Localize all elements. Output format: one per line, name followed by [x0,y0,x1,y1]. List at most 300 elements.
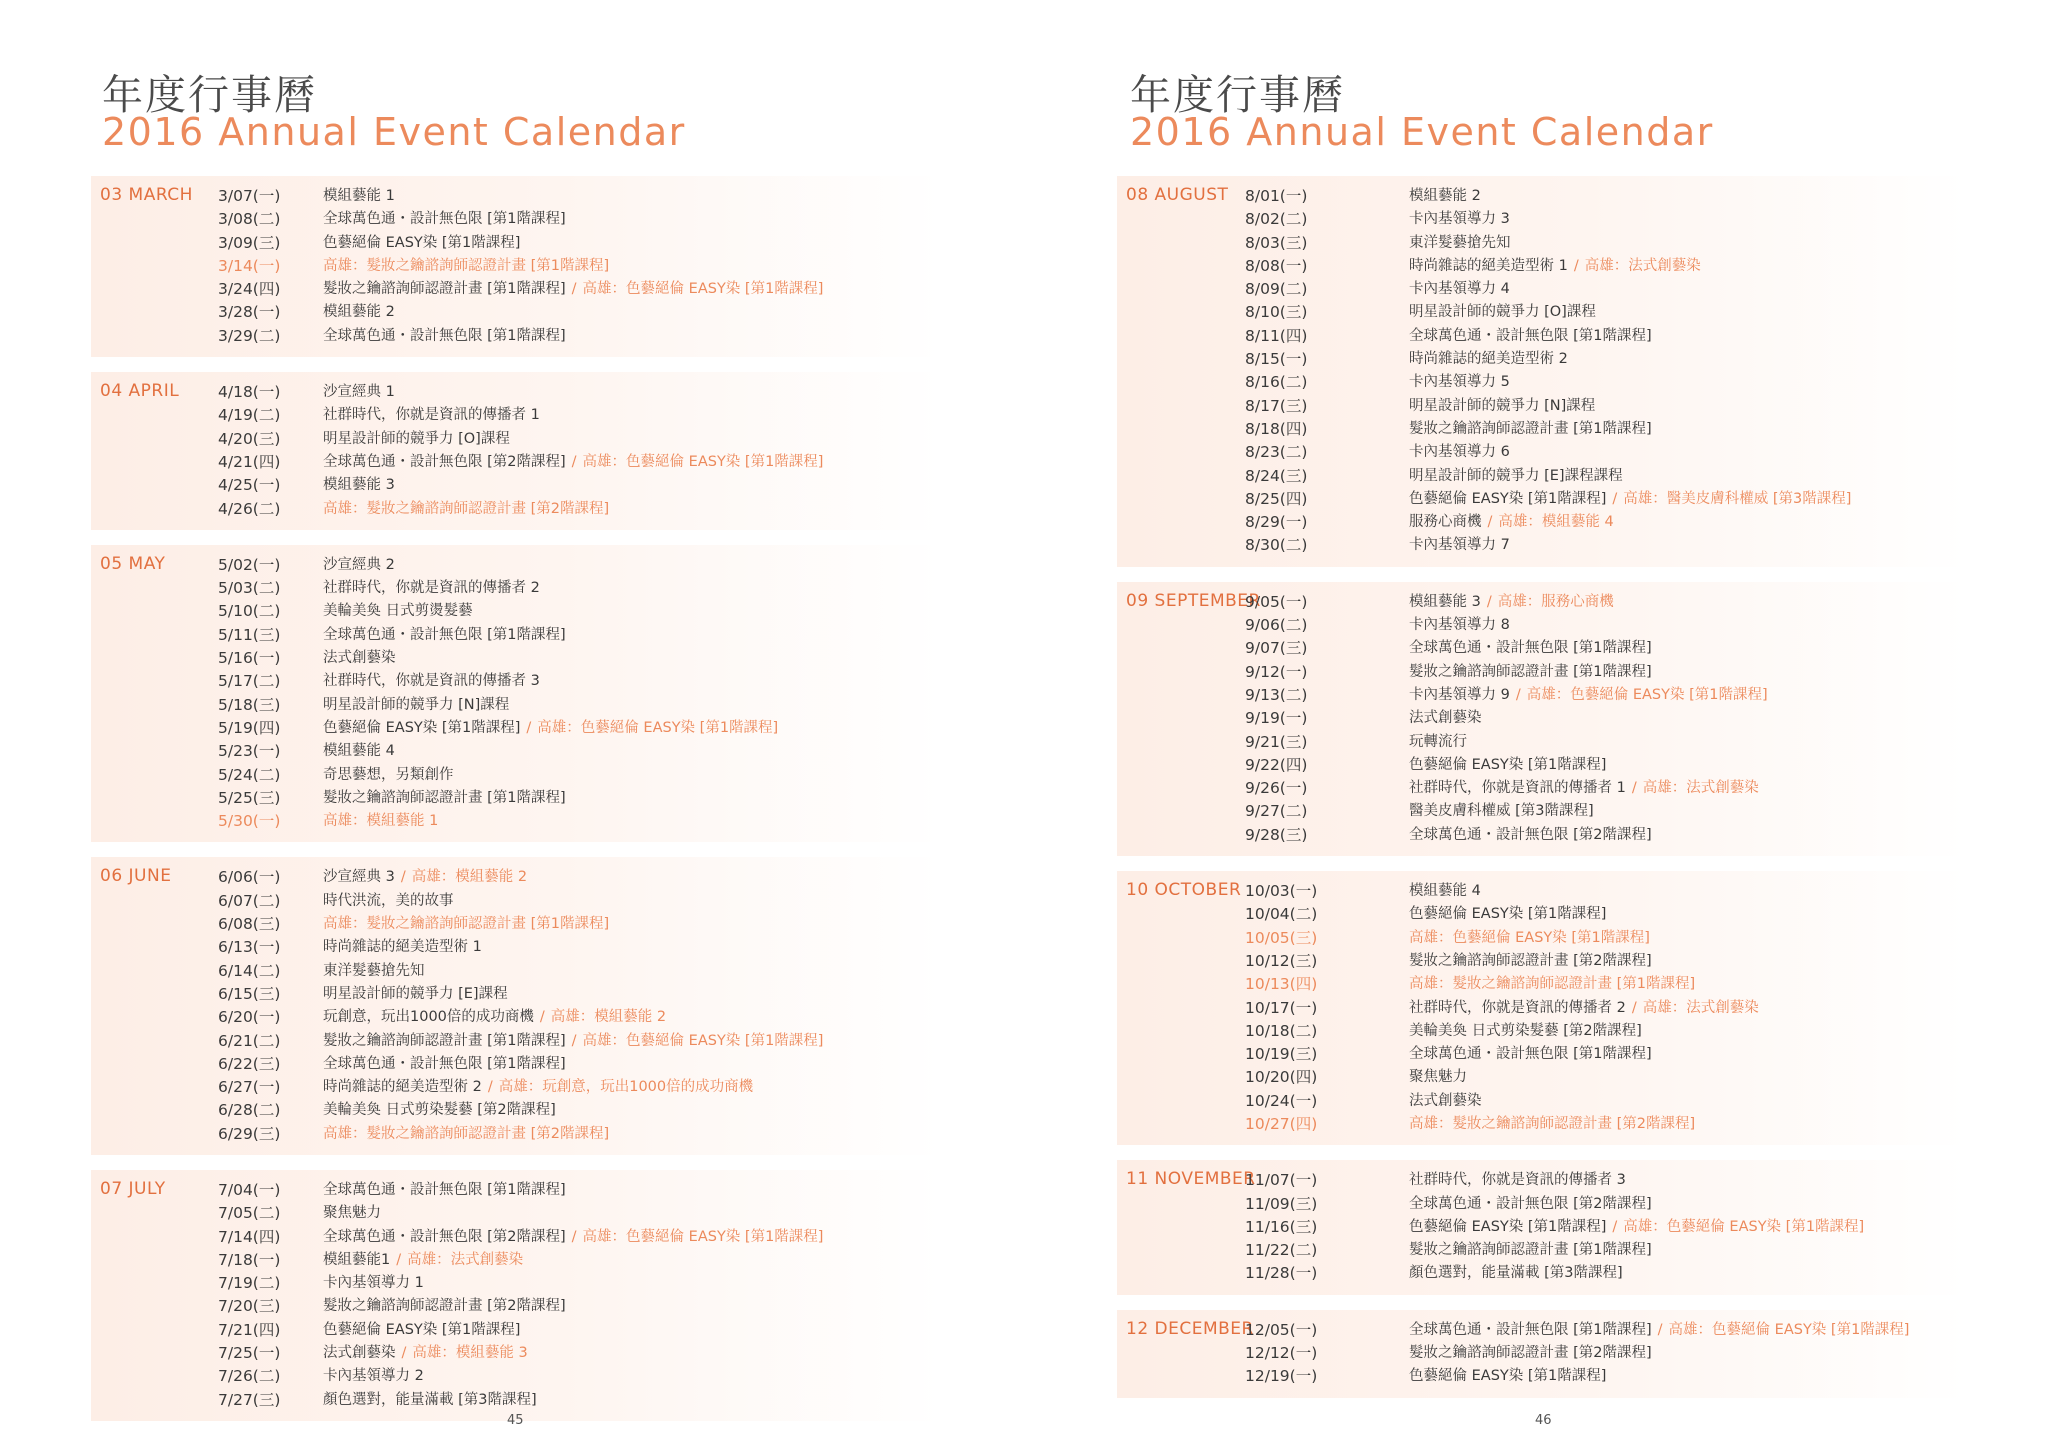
event-entry [323,1076,753,1099]
event-date: 9/27(二) [1245,802,1308,821]
event-title: 明星設計師的競爭力 [O]課程 [1409,304,1596,321]
event-date: 8/11(四) [1245,326,1308,345]
event-row [91,1123,941,1146]
event-row [1117,1262,1967,1285]
event-title: 髮妝之鑰諮詢師認證計畫 [第1階課程] [323,1032,566,1049]
event-title: 色藝絕倫 EASY染 [第1階課程] [1409,1218,1607,1235]
event-date: 10/24(一) [1245,1091,1318,1110]
event-title: 法式創藝染 [1409,1092,1482,1109]
event-title: 美輪美奐 日式剪染髮藝 [第2階課程] [323,1102,556,1119]
event-entry [1409,441,1510,464]
event-title: 高雄：髮妝之鑰諮詢師認證計畫 [第2階課程] [323,500,610,517]
event-entry [1409,973,1695,996]
event-row [1117,488,1967,511]
event-separator: / [1612,490,1618,507]
event-date: 8/15(一) [1245,350,1308,369]
event-date: 6/07(二) [218,891,281,910]
event-entry [323,1226,823,1249]
event-entry [1409,1262,1623,1285]
event-title: 全球萬色通・設計無色限 [第2階課程] [323,1228,566,1245]
event-separator: / [1486,593,1492,610]
event-title: 色藝絕倫 EASY染 [第1階課程] [1409,1368,1607,1385]
event-date: 8/01(一) [1245,187,1308,205]
event-title: 顏色選對，能量滿載 [第3階課程] [323,1391,537,1408]
event-entry [323,554,395,577]
event-row [1117,465,1967,488]
event-date: 8/16(二) [1245,373,1308,392]
event-title: 社群時代，你就是資訊的傳播者 2 [1409,999,1626,1016]
event-date: 10/19(三) [1245,1045,1318,1064]
event-date: 7/26(二) [218,1367,281,1386]
event-date: 6/08(三) [218,915,281,934]
event-entry [1409,997,1759,1020]
event-date: 5/10(二) [218,602,281,621]
month-section [91,857,941,1155]
event-kaohsiung: 高雄：服務心商機 [1497,593,1614,610]
event-entry [323,498,609,521]
event-title: 社群時代，你就是資訊的傳播者 1 [1409,780,1626,797]
event-row [91,1202,941,1225]
month-section [91,1170,941,1421]
event-date: 8/18(四) [1245,419,1308,438]
event-date: 8/03(三) [1245,233,1308,252]
event-separator: / [487,1079,493,1096]
event-row [1117,208,1967,231]
event-title: 時尚雜誌的絕美造型術 1 [323,939,482,956]
event-row [91,1389,941,1412]
event-title: 卡內基領導力 1 [323,1275,424,1292]
event-entry [323,381,395,404]
event-entry [1409,1365,1606,1388]
event-entry [1409,950,1652,973]
event-title: 全球萬色通・設計無色限 [第1階課程] [323,1055,566,1072]
event-entry [1409,208,1510,231]
event-row [91,381,941,404]
event-row [91,301,941,324]
month-section [91,372,941,530]
event-date: 8/02(二) [1245,210,1308,229]
event-date: 7/18(一) [218,1250,281,1269]
event-entry [1409,371,1510,394]
event-date: 5/23(一) [218,742,281,761]
event-date: 3/14(一) [218,256,281,275]
event-row [91,960,941,983]
event-entry [323,301,395,324]
event-row [1117,591,1967,614]
event-date: 10/03(一) [1245,882,1318,901]
event-entry [323,474,395,497]
month-section [91,545,941,843]
event-entry [1409,278,1510,301]
event-entry [323,577,540,600]
event-title: 明星設計師的競爭力 [N]課程 [323,696,510,713]
event-row [91,913,941,936]
event-row [91,1226,941,1249]
event-row [1117,880,1967,903]
event-separator: / [400,869,406,886]
event-entry [1409,661,1652,684]
event-title: 玩創意，玩出1000倍的成功商機 [323,1009,534,1026]
month-label: 07 JULY [100,1178,166,1199]
event-row [1117,325,1967,348]
event-title: 卡內基領導力 3 [1409,211,1510,228]
month-section [1117,1310,1967,1398]
event-entry [1409,301,1596,324]
event-row [91,278,941,301]
month-label: 09 SEPTEMBER [1126,590,1261,611]
event-row [1117,824,1967,847]
event-kaohsiung: 高雄：色藝絕倫 EASY染 [第1階課程] [1623,1218,1865,1235]
event-date: 8/30(二) [1245,536,1308,555]
event-date: 6/20(一) [218,1008,281,1027]
event-row [1117,637,1967,660]
event-entry [1409,903,1606,926]
event-entry [1409,185,1481,208]
event-date: 5/24(二) [218,765,281,784]
event-kaohsiung: 高雄：法式創藝染 [407,1251,524,1268]
month-list [1117,176,1967,1413]
event-row [91,185,941,208]
event-title: 卡內基領導力 5 [1409,374,1510,391]
event-entry [1409,1319,1909,1342]
event-row [1117,1319,1967,1342]
month-label: 03 MARCH [100,185,193,205]
event-entry [323,983,508,1006]
event-date: 4/25(一) [218,476,281,495]
event-title: 全球萬色通・設計無色限 [第2階課程] [323,453,566,470]
month-label: 10 OCTOBER [1126,880,1242,901]
event-date: 9/12(一) [1245,662,1308,681]
event-title: 高雄：髮妝之鑰諮詢師認證計畫 [第2階課程] [323,1125,610,1142]
event-entry [1409,684,1768,707]
event-title: 明星設計師的競爭力 [E]課程 [323,985,508,1002]
event-title: 模組藝能 4 [1409,883,1481,900]
event-date: 6/28(二) [218,1101,281,1120]
event-entry [323,428,510,451]
event-date: 9/21(三) [1245,732,1308,751]
event-kaohsiung: 高雄：色藝絕倫 EASY染 [第1階課程] [582,1228,824,1245]
event-title: 色藝絕倫 EASY染 [第1階課程] [323,234,521,251]
event-title: 全球萬色通・設計無色限 [第1階課程] [1409,1046,1652,1063]
event-entry [323,740,395,763]
event-date: 4/26(二) [218,499,281,518]
event-title: 髮妝之鑰諮詢師認證計畫 [第1階課程] [1409,420,1652,437]
event-row [91,866,941,889]
event-date: 5/25(三) [218,788,281,807]
event-row [1117,684,1967,707]
event-row [91,208,941,231]
event-title: 全球萬色通・設計無色限 [第1階課程] [323,626,566,643]
event-row [91,451,941,474]
month-label: 06 JUNE [100,866,172,887]
event-entry [323,960,425,983]
event-separator: / [1631,780,1637,797]
event-entry [323,1123,609,1146]
event-date: 5/03(二) [218,579,281,598]
event-title: 法式創藝染 [1409,710,1482,727]
event-row [1117,927,1967,950]
event-date: 6/21(二) [218,1031,281,1050]
event-date: 5/16(一) [218,649,281,668]
event-entry [1409,927,1650,950]
event-entry [323,232,520,255]
event-entry [323,764,454,787]
event-date: 9/26(一) [1245,779,1308,798]
event-entry [1409,777,1759,800]
event-row [1117,903,1967,926]
event-entry [1409,255,1701,278]
event-title: 美輪美奐 日式剪燙髮藝 [323,603,473,620]
event-entry [1409,1043,1652,1066]
event-date: 7/14(四) [218,1227,281,1246]
event-date: 5/17(二) [218,672,281,691]
event-title: 髮妝之鑰諮詢師認證計畫 [第1階課程] [323,281,566,298]
event-row [1117,1043,1967,1066]
event-entry [1409,488,1851,511]
event-row [91,764,941,787]
event-title: 全球萬色通・設計無色限 [第1階課程] [323,1181,566,1198]
event-date: 12/19(一) [1245,1367,1318,1386]
month-section [1117,176,1967,567]
event-date: 8/24(三) [1245,466,1308,485]
event-entry [323,694,509,717]
event-date: 8/23(二) [1245,443,1308,462]
event-row [91,404,941,427]
event-entry [1409,880,1481,903]
event-entry [1409,614,1510,637]
event-title: 東洋髮藝搶先知 [1409,234,1511,251]
event-title: 明星設計師的競爭力 [O]課程 [323,430,510,447]
event-row [91,890,941,913]
event-entry [323,1319,520,1342]
event-date: 9/19(一) [1245,709,1308,728]
event-row [1117,418,1967,441]
event-row [1117,1239,1967,1262]
event-entry [323,787,566,810]
event-title: 卡內基領導力 2 [323,1368,424,1385]
event-title: 髮妝之鑰諮詢師認證計畫 [第2階課程] [1409,952,1652,969]
event-separator: / [1657,1321,1663,1338]
event-entry [323,717,778,740]
event-separator: / [571,453,577,470]
event-title: 聚焦魅力 [1409,1069,1467,1086]
event-title: 聚焦魅力 [323,1205,381,1222]
event-kaohsiung: 高雄：色藝絕倫 EASY染 [第1階課程] [582,1032,824,1049]
month-section [91,176,941,357]
event-row [91,1006,941,1029]
event-kaohsiung: 高雄：色藝絕倫 EASY染 [第1階課程] [582,281,824,298]
event-entry [323,404,540,427]
event-title: 髮妝之鑰諮詢師認證計畫 [第1階課程] [1409,1242,1652,1259]
event-row [91,1053,941,1076]
event-date: 10/27(四) [1245,1114,1318,1133]
event-date: 8/17(三) [1245,396,1308,415]
event-row [91,1030,941,1053]
event-date: 6/15(三) [218,984,281,1003]
event-entry [323,810,438,833]
event-row [91,232,941,255]
event-entry [323,451,823,474]
event-row [1117,371,1967,394]
event-kaohsiung: 高雄：法式創藝染 [1642,999,1759,1016]
event-row [91,1249,941,1272]
event-row [91,1295,941,1318]
event-date: 7/20(三) [218,1297,281,1316]
event-row [91,1319,941,1342]
event-title: 醫美皮膚科權威 [第3階課程] [1409,803,1594,820]
event-date: 5/30(一) [218,812,281,831]
event-title: 卡內基領導力 7 [1409,537,1510,554]
event-entry [1409,395,1595,418]
event-title: 髮妝之鑰諮詢師認證計畫 [第1階課程] [1409,663,1652,680]
event-kaohsiung: 高雄：色藝絕倫 EASY染 [第1階課程] [537,719,779,736]
event-row [1117,232,1967,255]
event-row [91,600,941,623]
event-title: 色藝絕倫 EASY染 [第1階課程] [1409,756,1607,773]
event-date: 11/09(三) [1245,1194,1318,1213]
event-row [91,983,941,1006]
event-title: 全球萬色通・設計無色限 [第1階課程] [1409,640,1652,657]
event-row [1117,534,1967,557]
event-row [91,1272,941,1295]
event-date: 10/20(四) [1245,1068,1318,1087]
event-separator: / [1515,686,1521,703]
event-row [1117,800,1967,823]
event-title: 色藝絕倫 EASY染 [第1階課程] [1409,906,1607,923]
event-entry [1409,731,1467,754]
event-row [1117,661,1967,684]
event-row [1117,185,1967,208]
event-entry [1409,1169,1626,1192]
month-label: 11 NOVEMBER [1126,1169,1256,1190]
event-entry [323,866,527,889]
event-title: 卡內基領導力 9 [1409,686,1510,703]
event-date: 4/19(二) [218,406,281,425]
event-entry [1409,1066,1467,1089]
event-row [91,717,941,740]
event-date: 6/06(一) [218,868,281,887]
event-date: 9/07(三) [1245,639,1308,658]
event-separator: / [526,719,532,736]
event-row [1117,754,1967,777]
event-title: 沙宣經典 3 [323,869,395,886]
event-separator: / [1612,1218,1618,1235]
event-row [1117,1342,1967,1365]
event-title: 全球萬色通・設計無色限 [第1階課程] [1409,1321,1652,1338]
event-entry [1409,534,1510,557]
event-title: 法式創藝染 [323,1345,396,1362]
event-title: 時尚雜誌的絕美造型術 2 [1409,351,1568,368]
event-title: 模組藝能 3 [323,477,395,494]
event-entry [1409,1020,1642,1043]
event-date: 4/18(一) [218,383,281,402]
event-date: 6/29(三) [218,1124,281,1143]
event-entry [323,624,566,647]
event-title: 法式創藝染 [323,650,396,667]
event-date: 11/16(三) [1245,1217,1318,1236]
event-kaohsiung: 高雄：醫美皮膚科權威 [第3階課程] [1623,490,1852,507]
event-row [1117,441,1967,464]
event-row [91,474,941,497]
event-date: 12/12(一) [1245,1344,1318,1363]
event-title: 全球萬色通・設計無色限 [第1階課程] [323,327,566,344]
event-title: 模組藝能 4 [323,743,395,760]
event-date: 9/22(四) [1245,755,1308,774]
event-title: 色藝絕倫 EASY染 [第1階課程] [323,1321,521,1338]
event-kaohsiung: 高雄：模組藝能 2 [550,1009,667,1026]
event-entry [1409,1113,1695,1136]
event-row [91,936,941,959]
event-row [91,498,941,521]
event-title: 社群時代，你就是資訊的傳播者 2 [323,580,540,597]
event-date: 10/13(四) [1245,975,1318,994]
event-title: 社群時代，你就是資訊的傳播者 3 [1409,1172,1626,1189]
event-separator: / [571,281,577,298]
event-date: 5/18(三) [218,695,281,714]
event-row [1117,1193,1967,1216]
event-entry [323,890,454,913]
event-date: 11/07(一) [1245,1171,1318,1190]
event-title: 全球萬色通・設計無色限 [第2階課程] [1409,1195,1652,1212]
event-entry [323,1389,537,1412]
event-title: 時尚雜誌的絕美造型術 2 [323,1079,482,1096]
event-separator: / [1573,257,1579,274]
event-title: 髮妝之鑰諮詢師認證計畫 [第2階課程] [1409,1345,1652,1362]
event-row [1117,997,1967,1020]
event-date: 6/14(二) [218,961,281,980]
month-section [1117,582,1967,856]
event-title: 模組藝能 3 [1409,593,1481,610]
event-title: 高雄：色藝絕倫 EASY染 [第1階課程] [1409,929,1650,946]
event-date: 5/19(四) [218,718,281,737]
event-entry [323,1099,556,1122]
event-entry [323,1295,566,1318]
page-title-zh: 年度行事曆 [102,71,317,119]
event-date: 12/05(一) [1245,1320,1318,1339]
event-entry [1409,1193,1652,1216]
event-title: 模組藝能 2 [1409,188,1481,204]
event-title: 色藝絕倫 EASY染 [第1階課程] [1409,490,1607,507]
event-kaohsiung: 高雄：玩創意，玩出1000倍的成功商機 [498,1079,754,1096]
event-row [1117,973,1967,996]
month-label: 08 AUGUST [1126,185,1229,205]
event-entry [1409,1239,1652,1262]
event-title: 玩轉流行 [1409,733,1467,750]
event-row [91,577,941,600]
event-kaohsiung: 高雄：色藝絕倫 EASY染 [第1階課程] [1668,1321,1910,1338]
page-title-en: 2016 Annual Event Calendar [1130,110,1714,154]
event-date: 3/24(四) [218,280,281,299]
event-row [1117,731,1967,754]
event-date: 10/05(三) [1245,928,1318,947]
event-row [1117,1169,1967,1192]
event-title: 顏色選對，能量滿載 [第3階課程] [1409,1265,1623,1282]
page-number: 46 [1535,1413,1552,1428]
event-date: 3/29(二) [218,326,281,345]
event-date: 6/27(一) [218,1078,281,1097]
event-date: 3/28(一) [218,303,281,322]
event-row [91,554,941,577]
event-title: 美輪美奐 日式剪染髮藝 [第2階課程] [1409,1022,1642,1039]
event-row [91,1179,941,1202]
event-title: 社群時代，你就是資訊的傳播者 1 [323,407,540,424]
event-date: 11/28(一) [1245,1264,1318,1283]
event-entry [323,1179,566,1202]
event-date: 5/02(一) [218,555,281,574]
page-title-zh: 年度行事曆 [1130,71,1345,119]
event-title: 明星設計師的競爭力 [N]課程 [1409,397,1596,414]
event-title: 高雄：髮妝之鑰諮詢師認證計畫 [第1階課程] [1409,976,1696,993]
